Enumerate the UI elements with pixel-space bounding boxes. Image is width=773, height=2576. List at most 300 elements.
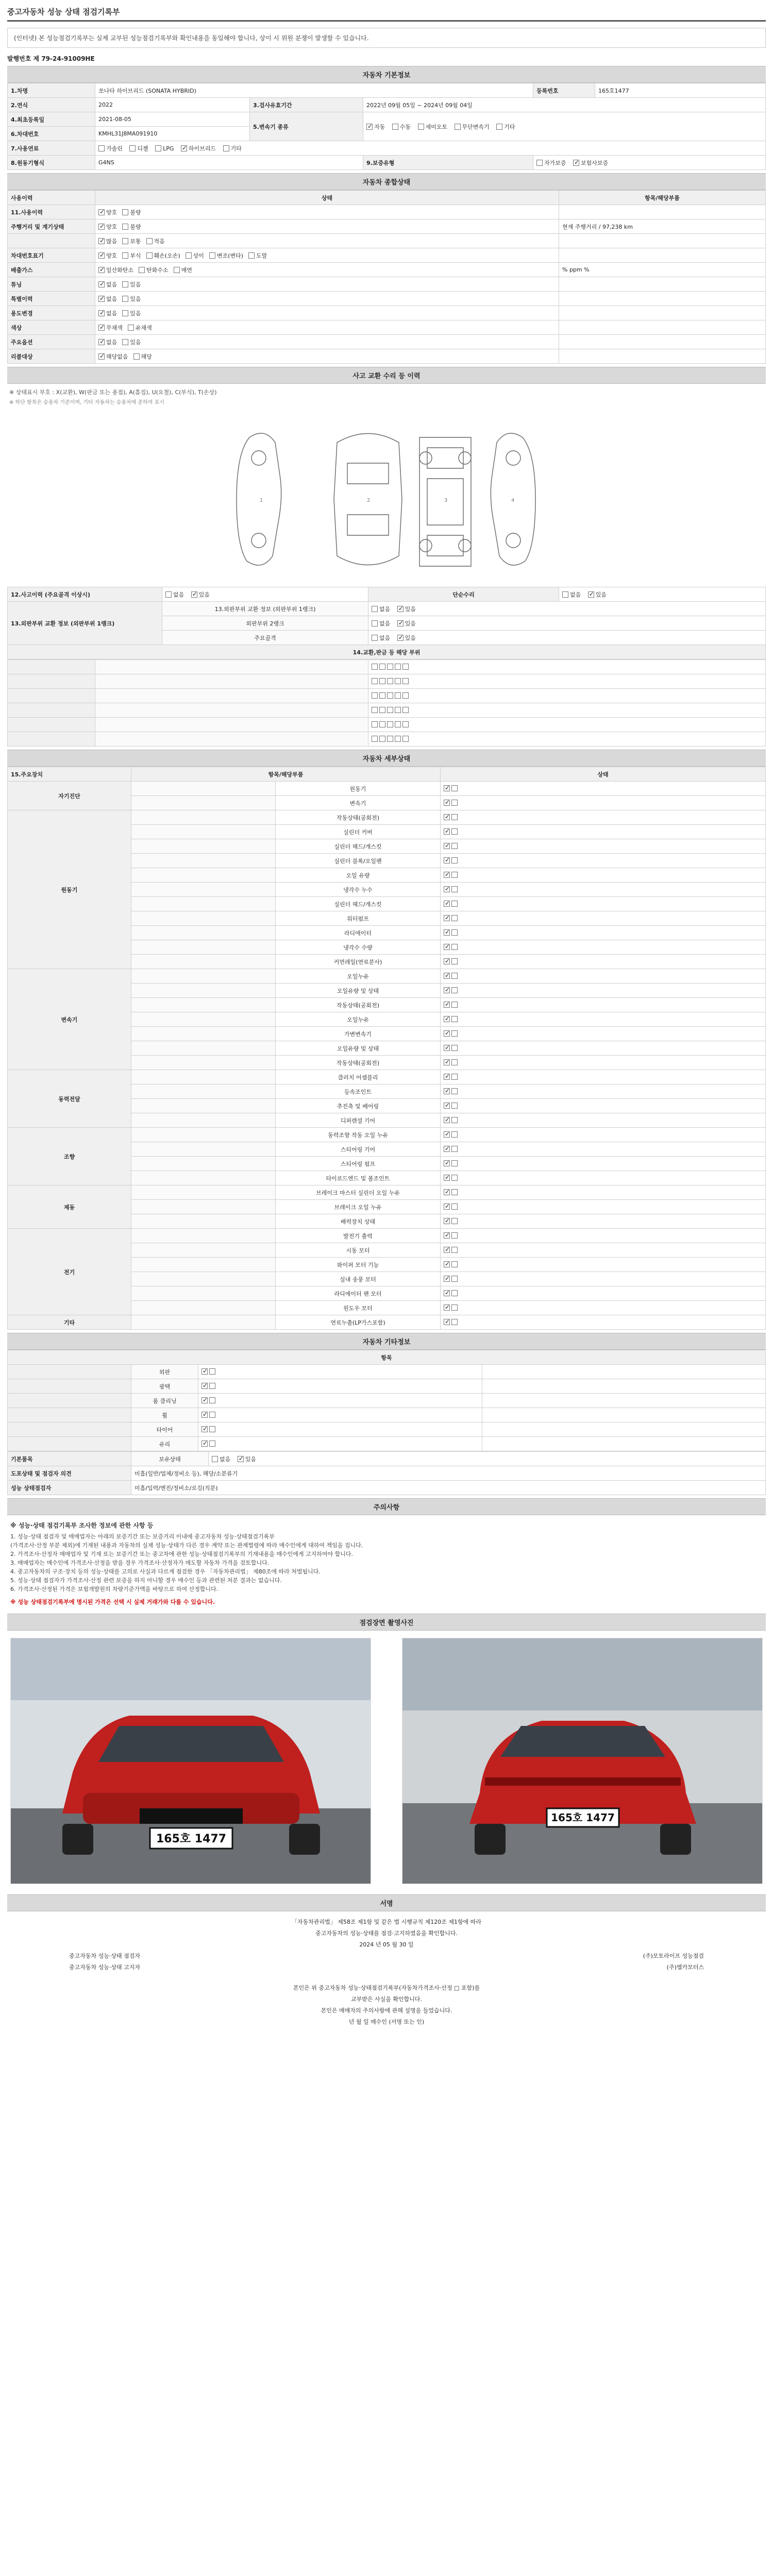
checkbox-checked[interactable] bbox=[444, 814, 450, 820]
legend-sub: ※ 하단 항목은 승용차 기준이며, 기타 자동차는 승용차에 준하여 표시 bbox=[9, 400, 164, 405]
checkbox[interactable] bbox=[451, 1175, 458, 1181]
checkbox[interactable] bbox=[372, 635, 378, 641]
checkbox[interactable] bbox=[451, 1002, 458, 1008]
detail-item: 와이퍼 모터 기능 bbox=[276, 1258, 441, 1272]
checkbox-checked[interactable] bbox=[444, 1016, 450, 1022]
checkbox[interactable] bbox=[451, 1204, 458, 1210]
checkbox-checked[interactable] bbox=[98, 339, 105, 345]
checkbox[interactable] bbox=[402, 664, 409, 670]
checkbox[interactable] bbox=[387, 721, 393, 727]
checkbox-checked[interactable] bbox=[98, 353, 105, 360]
detail-sub bbox=[131, 1243, 276, 1258]
checkbox-checked[interactable] bbox=[444, 987, 450, 993]
checkbox-checked[interactable] bbox=[444, 1204, 450, 1210]
checkbox[interactable] bbox=[402, 692, 409, 699]
checkbox[interactable] bbox=[418, 124, 424, 130]
checkbox-checked[interactable] bbox=[444, 1030, 450, 1037]
checkbox[interactable] bbox=[212, 1456, 218, 1462]
other-item: 타이어 bbox=[131, 1422, 198, 1437]
checkbox-checked[interactable] bbox=[444, 857, 450, 863]
checkbox-checked[interactable] bbox=[444, 1117, 450, 1123]
checkbox[interactable] bbox=[128, 325, 134, 331]
receive-line-2: 교부받은 사실을 확인합니다. bbox=[350, 1996, 422, 2003]
opt-label: 보험사보증 bbox=[581, 159, 609, 166]
checkbox[interactable] bbox=[139, 267, 145, 273]
opt-label: 자동 bbox=[374, 123, 385, 130]
checkbox-checked[interactable] bbox=[444, 1131, 450, 1138]
parts-row-sub bbox=[95, 689, 368, 703]
opt-label: 불량 bbox=[130, 223, 141, 230]
checkbox-checked[interactable] bbox=[397, 635, 404, 641]
checkbox[interactable] bbox=[451, 814, 458, 820]
checkbox-checked[interactable] bbox=[444, 843, 450, 849]
checkbox[interactable] bbox=[372, 606, 378, 612]
checkbox[interactable] bbox=[122, 238, 128, 244]
checkbox[interactable] bbox=[451, 987, 458, 993]
checkbox-checked[interactable] bbox=[444, 872, 450, 878]
row-options bbox=[95, 277, 559, 292]
detail-item: 오일 유량 bbox=[276, 868, 441, 883]
row-options bbox=[95, 292, 559, 306]
other-extra-table bbox=[7, 1451, 766, 1495]
checkbox[interactable] bbox=[451, 1088, 458, 1094]
checkbox[interactable] bbox=[209, 1383, 215, 1389]
checkbox[interactable] bbox=[451, 1290, 458, 1296]
checkbox[interactable] bbox=[451, 1232, 458, 1239]
checkbox[interactable] bbox=[372, 692, 378, 699]
detail-state bbox=[441, 1084, 766, 1099]
checkbox-checked[interactable] bbox=[444, 1247, 450, 1253]
checkbox-checked[interactable] bbox=[444, 1088, 450, 1094]
checkbox-checked[interactable] bbox=[98, 267, 105, 273]
checkbox[interactable] bbox=[122, 339, 128, 345]
checkbox[interactable] bbox=[122, 296, 128, 302]
detail-table bbox=[7, 767, 766, 1330]
general-row bbox=[8, 234, 766, 248]
checkbox-checked[interactable] bbox=[191, 591, 197, 598]
opt-label: 양호 bbox=[106, 209, 117, 216]
detail-item: 오일누유 bbox=[276, 1012, 441, 1027]
checkbox-checked[interactable] bbox=[98, 224, 105, 230]
checkbox[interactable] bbox=[451, 915, 458, 921]
col-state: 상태 bbox=[441, 767, 766, 782]
checkbox[interactable] bbox=[402, 678, 409, 684]
row-note bbox=[559, 248, 766, 263]
opt-label: 해당없음 bbox=[106, 353, 128, 360]
detail-sub bbox=[131, 1056, 276, 1070]
checkbox[interactable] bbox=[209, 1426, 215, 1432]
checkbox[interactable] bbox=[451, 1131, 458, 1138]
checkbox[interactable] bbox=[379, 736, 385, 742]
detail-state bbox=[441, 868, 766, 883]
checkbox[interactable] bbox=[451, 1189, 458, 1195]
other-group bbox=[8, 1408, 131, 1422]
value-reg: 165호1477 bbox=[595, 83, 766, 98]
other-group bbox=[8, 1365, 131, 1379]
detail-state bbox=[441, 897, 766, 911]
option bbox=[139, 266, 169, 274]
opt-label: 없음 bbox=[106, 338, 117, 346]
checkbox[interactable] bbox=[209, 1440, 215, 1447]
checkbox-checked[interactable] bbox=[201, 1440, 208, 1447]
checkbox-checked[interactable] bbox=[444, 901, 450, 907]
detail-sub bbox=[131, 1301, 276, 1315]
checkbox[interactable] bbox=[451, 1059, 458, 1065]
opt-label: 없음 bbox=[379, 634, 391, 641]
detail-item: 작동상태(공회전) bbox=[276, 810, 441, 825]
checkbox[interactable] bbox=[209, 1412, 215, 1418]
option bbox=[98, 251, 117, 260]
opt-label: 일산화탄소 bbox=[106, 266, 134, 274]
basic-items-options bbox=[209, 1452, 766, 1466]
checkbox[interactable] bbox=[129, 145, 136, 151]
checkbox[interactable] bbox=[209, 252, 215, 259]
checkbox-checked[interactable] bbox=[444, 944, 450, 950]
other-item: 룸 클리닝 bbox=[131, 1394, 198, 1408]
checkbox[interactable] bbox=[146, 252, 153, 259]
checkbox-checked[interactable] bbox=[444, 800, 450, 806]
checkbox-checked[interactable] bbox=[238, 1456, 244, 1462]
detail-item: 클러치 어셈블리 bbox=[276, 1070, 441, 1084]
value-name: 쏘나타 하이브리드 (SONATA HYBRID) bbox=[95, 83, 533, 98]
detail-state bbox=[441, 1099, 766, 1113]
checkbox-checked[interactable] bbox=[201, 1412, 208, 1418]
checkbox[interactable] bbox=[451, 1074, 458, 1080]
opt-label: 세미오토 bbox=[425, 123, 448, 130]
opt-label: 있음 bbox=[130, 295, 141, 302]
detail-item: 라디에이터 bbox=[276, 926, 441, 940]
checkbox[interactable] bbox=[174, 267, 180, 273]
detail-group: 조향 bbox=[8, 1128, 131, 1185]
checkbox[interactable] bbox=[223, 145, 229, 151]
checkbox-checked[interactable] bbox=[444, 1304, 450, 1311]
checkbox[interactable] bbox=[451, 1030, 458, 1037]
checkbox-checked[interactable] bbox=[98, 310, 105, 316]
checkbox-checked[interactable] bbox=[98, 296, 105, 302]
opt-label: LPG bbox=[163, 145, 174, 152]
other-extra bbox=[482, 1422, 766, 1437]
checkbox[interactable] bbox=[186, 252, 192, 259]
checkbox[interactable] bbox=[451, 973, 458, 979]
checkbox[interactable] bbox=[536, 160, 543, 166]
checkbox-checked[interactable] bbox=[444, 1276, 450, 1282]
checkbox[interactable] bbox=[496, 124, 502, 130]
checkbox-checked[interactable] bbox=[444, 1160, 450, 1166]
detail-header: 자동차 세부상태 bbox=[7, 750, 766, 767]
general-row bbox=[8, 349, 766, 364]
checkbox[interactable] bbox=[451, 1146, 458, 1152]
checkbox[interactable] bbox=[379, 707, 385, 713]
checkbox[interactable] bbox=[451, 800, 458, 806]
option bbox=[133, 352, 152, 361]
checkbox-checked[interactable] bbox=[444, 1074, 450, 1080]
opt-label: 있음 bbox=[130, 338, 141, 346]
row-label: 11.사용이력 bbox=[8, 205, 95, 219]
detail-state bbox=[441, 1185, 766, 1200]
checkbox-checked[interactable] bbox=[444, 1189, 450, 1195]
detail-sub bbox=[131, 1272, 276, 1286]
checkbox-checked[interactable] bbox=[444, 1059, 450, 1065]
row-label: 튜닝 bbox=[8, 277, 95, 292]
checkbox-checked[interactable] bbox=[201, 1383, 208, 1389]
detail-state bbox=[441, 810, 766, 825]
checkbox[interactable] bbox=[248, 252, 255, 259]
checkbox[interactable] bbox=[395, 721, 401, 727]
general-row bbox=[8, 205, 766, 219]
checkbox-checked[interactable] bbox=[444, 828, 450, 835]
checkbox-checked[interactable] bbox=[444, 1232, 450, 1239]
label-name: 1.차명 bbox=[8, 83, 95, 98]
note-line: 6. 가격조사·산정된 가격은 보험개발원의 차량기준가액을 바탕으로 하여 산정합니다. bbox=[10, 1586, 219, 1592]
checkbox[interactable] bbox=[395, 707, 401, 713]
checkbox[interactable] bbox=[122, 281, 128, 287]
checkbox[interactable] bbox=[451, 1218, 458, 1224]
checkbox[interactable] bbox=[379, 678, 385, 684]
checkbox[interactable] bbox=[451, 1103, 458, 1109]
detail-sub bbox=[131, 1099, 276, 1113]
detail-item: 윈도우 모터 bbox=[276, 1301, 441, 1315]
opt-label: 있음 bbox=[198, 591, 210, 598]
detail-row bbox=[8, 1185, 766, 1200]
checkbox-checked[interactable] bbox=[444, 1103, 450, 1109]
checkbox-checked[interactable] bbox=[201, 1368, 208, 1375]
general-row bbox=[8, 263, 766, 277]
checkbox[interactable] bbox=[209, 1368, 215, 1375]
checkbox[interactable] bbox=[387, 664, 393, 670]
detail-sub bbox=[131, 1113, 276, 1128]
detail-state bbox=[441, 984, 766, 998]
detail-item: 동력조향 작동 오일 누유 bbox=[276, 1128, 441, 1142]
checkbox[interactable] bbox=[562, 591, 568, 598]
checkbox[interactable] bbox=[379, 664, 385, 670]
option bbox=[174, 266, 192, 274]
detail-row bbox=[8, 969, 766, 984]
checkbox-checked[interactable] bbox=[444, 886, 450, 892]
checkbox-checked[interactable] bbox=[397, 606, 404, 612]
checkbox-checked[interactable] bbox=[444, 1218, 450, 1224]
label-trans: 5.변속기 종류 bbox=[250, 112, 363, 141]
checkbox[interactable] bbox=[387, 678, 393, 684]
checkbox[interactable] bbox=[133, 353, 140, 360]
checkbox[interactable] bbox=[372, 620, 378, 626]
parts-table bbox=[7, 659, 766, 747]
checkbox[interactable] bbox=[387, 707, 393, 713]
row-options bbox=[95, 248, 559, 263]
row-note bbox=[559, 306, 766, 320]
checkbox[interactable] bbox=[451, 901, 458, 907]
checkbox-checked[interactable] bbox=[98, 238, 105, 244]
checkbox[interactable] bbox=[209, 1397, 215, 1403]
value-engine: G4NS bbox=[95, 156, 363, 170]
checkbox-checked[interactable] bbox=[98, 281, 105, 287]
checkbox[interactable] bbox=[122, 310, 128, 316]
checkbox-checked[interactable] bbox=[444, 958, 450, 964]
row-label: 특별이력 bbox=[8, 292, 95, 306]
option bbox=[98, 280, 117, 289]
detail-state bbox=[441, 998, 766, 1012]
checkbox[interactable] bbox=[451, 1160, 458, 1166]
checkbox[interactable] bbox=[402, 736, 409, 742]
checkbox[interactable] bbox=[451, 958, 458, 964]
detail-group: 기타 bbox=[8, 1315, 131, 1330]
checkbox[interactable] bbox=[395, 664, 401, 670]
row-options bbox=[95, 306, 559, 320]
row-options bbox=[95, 349, 559, 364]
parts-row-sub bbox=[95, 718, 368, 732]
page-title: 중고자동차 성능 상태 점검기록부 bbox=[7, 4, 766, 22]
label-reg: 등록번호 bbox=[533, 83, 595, 98]
checkbox-checked[interactable] bbox=[444, 1290, 450, 1296]
option bbox=[122, 309, 141, 317]
opt-label: 하이브리드 bbox=[188, 145, 216, 152]
checkbox[interactable] bbox=[146, 238, 153, 244]
general-row bbox=[8, 292, 766, 306]
checkbox-checked[interactable] bbox=[201, 1426, 208, 1432]
checkbox-checked[interactable] bbox=[588, 591, 594, 598]
checkbox[interactable] bbox=[372, 678, 378, 684]
checkbox[interactable] bbox=[122, 224, 128, 230]
checkbox-checked[interactable] bbox=[98, 252, 105, 259]
opt-label: 없음 bbox=[570, 591, 581, 598]
opt-label: 기타 bbox=[230, 145, 242, 152]
checkbox[interactable] bbox=[451, 843, 458, 849]
checkbox[interactable] bbox=[395, 692, 401, 699]
checkbox[interactable] bbox=[372, 721, 378, 727]
checkbox-checked[interactable] bbox=[444, 1146, 450, 1152]
checkbox[interactable] bbox=[451, 1304, 458, 1311]
checkbox[interactable] bbox=[451, 785, 458, 791]
parts-row-sub bbox=[95, 732, 368, 747]
checkbox[interactable] bbox=[451, 1319, 458, 1325]
parts-row-sub bbox=[95, 674, 368, 689]
option bbox=[98, 237, 117, 245]
detail-item: 스티어링 기어 bbox=[276, 1142, 441, 1157]
opt-label: 부식 bbox=[130, 252, 141, 259]
checkbox-checked[interactable] bbox=[98, 209, 105, 215]
checkbox[interactable] bbox=[451, 1247, 458, 1253]
sign-line-1: 「자동차관리법」 제58조 제1항 및 같은 법 시행규칙 제120조 제1항에 따라 bbox=[291, 1919, 482, 1925]
checkbox-checked[interactable] bbox=[444, 1045, 450, 1051]
checkbox-checked[interactable] bbox=[201, 1397, 208, 1403]
opt-label: 없음 bbox=[106, 310, 117, 317]
detail-sub bbox=[131, 1185, 276, 1200]
option bbox=[98, 223, 117, 231]
checkbox-checked[interactable] bbox=[444, 915, 450, 921]
parts-row-options bbox=[368, 660, 766, 674]
checkbox[interactable] bbox=[451, 1045, 458, 1051]
checkbox-checked[interactable] bbox=[444, 1175, 450, 1181]
checkbox[interactable] bbox=[451, 872, 458, 878]
main-frame-options bbox=[368, 631, 766, 645]
parts-row-options bbox=[368, 732, 766, 747]
checkbox[interactable] bbox=[451, 1117, 458, 1123]
checkbox-checked[interactable] bbox=[98, 325, 105, 331]
checkbox[interactable] bbox=[372, 736, 378, 742]
other-extra bbox=[482, 1437, 766, 1451]
detail-item: 커먼레일(연료분사) bbox=[276, 955, 441, 969]
opt-label: 무단변속기 bbox=[462, 123, 490, 130]
other-extra bbox=[482, 1408, 766, 1422]
general-row bbox=[8, 248, 766, 263]
checkbox[interactable] bbox=[451, 886, 458, 892]
checkbox[interactable] bbox=[392, 124, 398, 130]
checkbox-checked[interactable] bbox=[444, 1002, 450, 1008]
checkbox[interactable] bbox=[372, 707, 378, 713]
detail-sub bbox=[131, 1258, 276, 1272]
detail-sub bbox=[131, 1200, 276, 1214]
checkbox-checked[interactable] bbox=[444, 973, 450, 979]
checkbox[interactable] bbox=[122, 252, 128, 259]
option bbox=[98, 208, 117, 216]
checkbox-checked[interactable] bbox=[444, 785, 450, 791]
checkbox[interactable] bbox=[395, 736, 401, 742]
detail-row bbox=[8, 1070, 766, 1084]
checkbox[interactable] bbox=[379, 692, 385, 699]
detail-state bbox=[441, 1171, 766, 1185]
option bbox=[122, 338, 141, 346]
checkbox[interactable] bbox=[395, 678, 401, 684]
detail-sub bbox=[131, 926, 276, 940]
detail-sub bbox=[131, 1070, 276, 1084]
sign-date: 2024 년 05 월 30 일 bbox=[359, 1941, 414, 1948]
value-spec: 미흡/입력/엔진/정비소/로깅(직분) bbox=[131, 1481, 766, 1495]
row-label: 리콜대상 bbox=[8, 349, 95, 364]
main-frame: 주요골격 bbox=[162, 631, 368, 645]
checkbox-checked[interactable] bbox=[444, 929, 450, 936]
checkbox[interactable] bbox=[451, 929, 458, 936]
checkbox-checked[interactable] bbox=[444, 1261, 450, 1267]
detail-row bbox=[8, 1315, 766, 1330]
checkbox-checked[interactable] bbox=[573, 160, 579, 166]
checkbox[interactable] bbox=[455, 124, 461, 130]
checkbox[interactable] bbox=[451, 1016, 458, 1022]
checkbox[interactable] bbox=[402, 721, 409, 727]
detail-sub bbox=[131, 810, 276, 825]
checkbox[interactable] bbox=[372, 664, 378, 670]
checkbox[interactable] bbox=[451, 1261, 458, 1267]
checkbox[interactable] bbox=[402, 707, 409, 713]
detail-item: 디퍼렌셜 기어 bbox=[276, 1113, 441, 1128]
checkbox[interactable] bbox=[155, 145, 161, 151]
checkbox[interactable] bbox=[451, 828, 458, 835]
detail-sub bbox=[131, 1286, 276, 1301]
detail-item: 냉각수 수량 bbox=[276, 940, 441, 955]
row-note bbox=[559, 277, 766, 292]
detail-sub bbox=[131, 1027, 276, 1041]
other-group bbox=[8, 1379, 131, 1394]
detail-state bbox=[441, 1286, 766, 1301]
checkbox[interactable] bbox=[98, 145, 105, 151]
checkbox[interactable] bbox=[387, 692, 393, 699]
checkbox[interactable] bbox=[387, 736, 393, 742]
row-note bbox=[559, 234, 766, 248]
checkbox[interactable] bbox=[451, 944, 458, 950]
checkbox[interactable] bbox=[165, 591, 172, 598]
detail-sub bbox=[131, 969, 276, 984]
checkbox-checked[interactable] bbox=[366, 124, 373, 130]
checkbox[interactable] bbox=[122, 209, 128, 215]
detail-item: 등속조인트 bbox=[276, 1084, 441, 1099]
label-opinion: 도포상태 및 점검자 의견 bbox=[8, 1466, 131, 1481]
other-row bbox=[8, 1422, 766, 1437]
detail-group: 제동 bbox=[8, 1185, 131, 1229]
checkbox-checked[interactable] bbox=[397, 620, 404, 626]
checkbox[interactable] bbox=[379, 721, 385, 727]
checkbox-checked[interactable] bbox=[444, 1319, 450, 1325]
checkbox[interactable] bbox=[451, 1276, 458, 1282]
checkbox-checked[interactable] bbox=[181, 145, 187, 151]
checkbox[interactable] bbox=[451, 857, 458, 863]
